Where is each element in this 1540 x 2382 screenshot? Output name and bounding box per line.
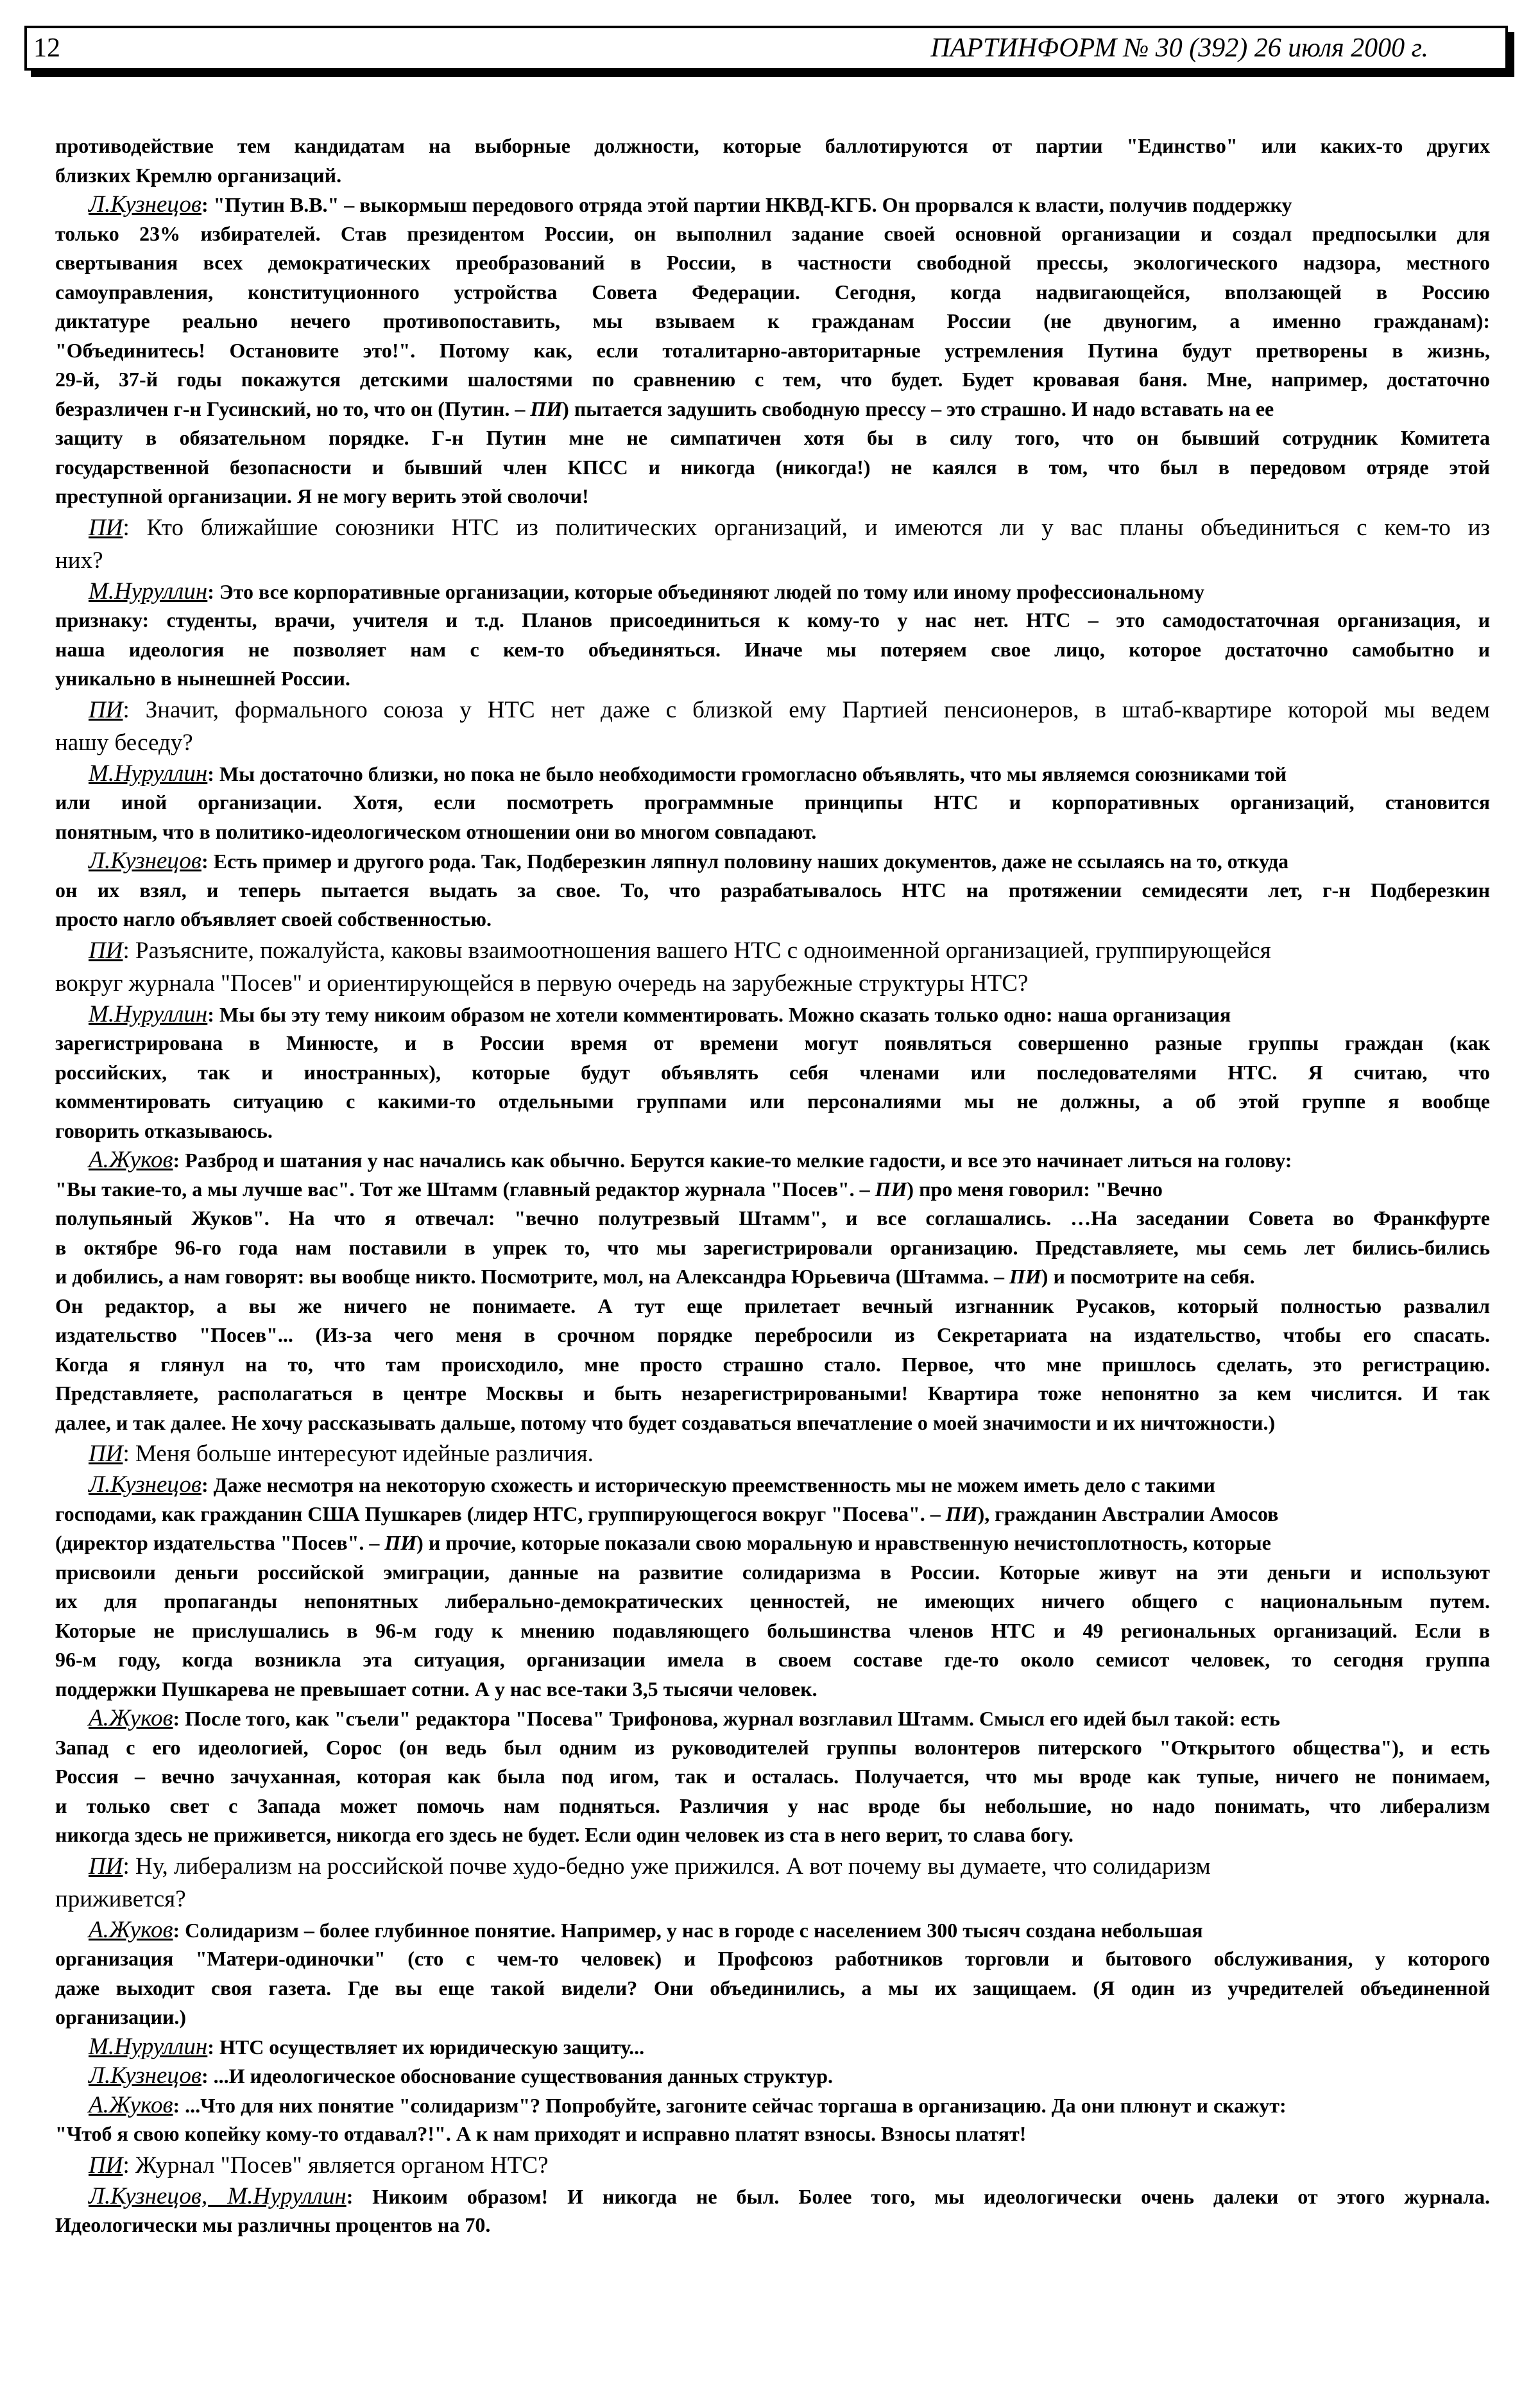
speaker-label: Л.Кузнецов [89, 2062, 201, 2089]
line-text: поддержки Пушкарева не превышает сотни. А у нас все-таки 3,5 тысячи человек. [55, 1677, 817, 1701]
line-text: Когда я глянул на то, что там происходило, мне просто страшно стало. Первое, что мне пришлось сделать, это регистрацию. [55, 1352, 1490, 1376]
line-text: противодействие тем кандидатам на выборные должности, которые баллотируются от партии "Единство" или каких-то других [55, 134, 1490, 157]
text-line [55, 1087, 1490, 1117]
question-paragraph [55, 1850, 1490, 1915]
text-line [55, 1409, 1490, 1438]
line-text: (директор издательства "Посев". – ПИ) и прочие, которые показали свою моральную и нравственную нечистоплотность, которые [55, 1531, 1271, 1554]
line-text: Идеологически мы различны процентов на 70. [55, 2213, 491, 2236]
line-text: "Путин В.В." – выкормыш передового отряда этой партии НКВД-КГБ. Он прорвался к власти, получив поддержку [213, 193, 1292, 216]
line-text: наша идеология не позволяет нам с кем-то объединяться. Иначе мы потеряем свое лицо, которое достаточно самобытно и [55, 637, 1490, 661]
text-line: Л.Кузнецов: ...И идеологическое обоснование существования данных структур. [89, 2062, 833, 2089]
text-line [55, 1821, 1490, 1850]
speaker-label: М.Нуруллин [88, 578, 208, 604]
line-text: господами, как гражданин США Пушкарев (лидер НТС, группирующегося вокруг "Посева". – ПИ), гражданин Австралии Амосов [55, 1502, 1279, 1525]
line-text: только 23% избирателей. Став президентом России, он выполнил задание своей основной организации и создал предпосылки для [55, 221, 1490, 245]
line-text: Меня больше интересуют идейные различия. [135, 1441, 594, 1467]
text-line [55, 905, 1490, 934]
line-text: присвоили деньги российской эмиграции, данные на развитие солидаризма в России. Которые живут на эти деньги и используют [55, 1560, 1490, 1584]
text-line [55, 1944, 1490, 1974]
line-text: он их взял, и теперь пытается выдать за свое. То, что разрабатывалось НТС на протяжении семидесяти лет, г-н Подберезкин [55, 878, 1490, 902]
text-line [55, 1350, 1490, 1380]
text-line: Л.Кузнецов, М.Нуруллин: Никоим образом! И никогда не был. Более того, мы идеологически очень далеки от этого журнала. [89, 2182, 1490, 2209]
line-text: близких Кремлю организаций. [55, 163, 342, 187]
speaker-label: А.Жуков [88, 1147, 173, 1173]
text-line: А.Жуков: После того, как "съели" редактора "Посева" Трифонова, журнал возглавил Штамм. Смысл его идей был такой: есть [88, 1705, 1280, 1731]
line-text: Мы достаточно близки, но пока не было необходимости громогласно объявлять, что мы являемся союзниками той [219, 762, 1287, 785]
speaker-label: ПИ [89, 1441, 123, 1467]
text-line [55, 1379, 1490, 1409]
text-line [55, 336, 1490, 366]
line-text: далее, и так далее. Не хочу рассказывать дальше, потому что будет создаваться впечатление о моей значимости и их ничтожности.) [55, 1410, 1276, 1434]
text-line [55, 132, 1490, 161]
answer-paragraph [55, 1145, 1490, 1437]
text-line [55, 544, 1490, 577]
text-line [55, 365, 1490, 395]
text-line [55, 1733, 1490, 1763]
text-line [55, 1204, 1490, 1233]
line-text: 96-м году, когда возникла эта ситуация, организации имела в своем составе где-то около семисот человек, то сегодня группа [55, 1648, 1490, 1671]
text-line: Л.Кузнецов: Даже несмотря на некоторую схожесть и историческую преемственность мы не можем иметь дело с такими [88, 1471, 1215, 1498]
line-text: российских, так и иностранных), которые будут объявлять себя членами или последователями НТС. Я считаю, что [55, 1060, 1490, 1084]
line-text: Запад с его идеологией, Сорос (он ведь был одним из руководителей группы волонтеров питерского "Открытого общества"), и есть [55, 1735, 1490, 1759]
speaker-label: ПИ [89, 514, 123, 541]
text-line [55, 307, 1490, 336]
editor-mark: ПИ [875, 1177, 907, 1201]
text-line: А.Жуков: Разброд и шатания у нас начались как обычно. Берутся какие-то мелкие гадости, и все это начинает литься на голову: [88, 1147, 1292, 1173]
speaker-label: ПИ [88, 1853, 123, 1880]
text-line: ПИ: Кто ближайшие союзники НТС из политических организаций, и имеются ли у вас планы объединиться с кем-то из [89, 514, 1490, 541]
text-line [55, 1117, 1490, 1146]
answer-paragraph [55, 2032, 1490, 2062]
question-paragraph [55, 934, 1490, 1000]
answer-paragraph [55, 190, 1490, 511]
text-line [55, 606, 1490, 635]
line-text: в октябре 96-го года нам поставили в упрек то, что мы зарегистрировали организацию. Представляете, мы семь лет бились-бились [55, 1235, 1490, 1259]
text-line [55, 2003, 1490, 2032]
speaker-label: А.Жуков [88, 2091, 173, 2118]
answer-paragraph [55, 577, 1490, 694]
text-line: М.Нуруллин: Мы достаточно близки, но пока не было необходимости громогласно объявлять, что мы являемся союзниками той [88, 760, 1287, 787]
text-line [55, 1233, 1490, 1263]
text-line [55, 278, 1490, 307]
line-text: говорить отказываюсь. [55, 1118, 273, 1142]
text-line [55, 2211, 1490, 2240]
text-line [55, 1974, 1490, 2003]
text-line: М.Нуруллин: Это все корпоративные организации, которые объединяют людей по тому или иному профессиональному [88, 578, 1204, 604]
line-text: НТС осуществляет их юридическую защиту... [219, 2035, 645, 2059]
text-line [55, 424, 1490, 453]
speaker-label: Л.Кузнецов [88, 191, 201, 218]
line-text: издательство "Посев"... (Из-за чего меня в срочном порядке перебросили из Секретариата на издательство, чтобы его спасать. [55, 1323, 1490, 1346]
line-text: даже выходит своя газета. Где вы еще такой видели? Они объединились, а мы их защищаем. (Я один из учредителей объединенной [55, 1976, 1490, 2000]
line-text: Ну, либерализм на российской почве худо-бедно уже прижился. А вот почему вы думаете, что солидаризм [135, 1853, 1211, 1880]
text-line [55, 1645, 1490, 1675]
text-line [55, 161, 1490, 191]
line-text: защиту в обязательном порядке. Г-н Путин мне не симпатичен хотя бы в силу того, что он бывший сотрудник Комитета [55, 426, 1490, 449]
line-text: "Чтоб я свою копейку кому-то отдавал?!". А к нам приходят и исправно платят взносы. Взносы платят! [55, 2122, 1027, 2145]
line-text: После того, как "съели" редактора "Посева" Трифонова, журнал возглавил Штамм. Смысл его идей был такой: есть [185, 1707, 1280, 1730]
text-line [55, 1500, 1490, 1529]
text-line [55, 1292, 1490, 1321]
text-line [55, 1883, 1490, 1915]
text-line: А.Жуков: ...Что для них понятие "солидаризм"? Попробуйте, загоните сейчас торгаша в организацию. Да они плюнут и скажут: [88, 2091, 1287, 2118]
line-text: признаку: студенты, врачи, учителя и т.д. Планов присоединиться к кому-то у нас нет. НТС – это самодостаточная организация, и [55, 608, 1490, 631]
text-line [55, 248, 1490, 278]
text-line [55, 1262, 1490, 1292]
text-line: ПИ: Ну, либерализм на российской почве худо-бедно уже прижился. А вот почему вы думаете, что солидаризм [88, 1853, 1211, 1880]
text-line [55, 1529, 1490, 1558]
line-text: никогда здесь не приживется, никогда его здесь не будет. Если один человек из ста в него верит, то слава богу. [55, 1823, 1074, 1846]
line-text: Никоим образом! И никогда не был. Более того, мы идеологически очень далеки от этого журнала. [372, 2184, 1490, 2208]
speaker-label: ПИ [89, 696, 123, 723]
line-text: свертывания всех демократических преобразований в России, в частности свободной прессы, экологического надзора, местного [55, 251, 1490, 274]
text-line [55, 2120, 1490, 2149]
text-line: ПИ: Значит, формального союза у НТС нет даже с близкой ему Партией пенсионеров, в штаб-квартире которой мы ведем [89, 696, 1490, 723]
line-text: Есть пример и другого рода. Так, Подберезкин ляпнул половину наших документов, даже не ссылаясь на то, откуда [213, 850, 1289, 873]
line-text: ...Что для них понятие "солидаризм"? Попробуйте, загоните сейчас торгаша в организацию. Да они плюнут и скажут: [185, 2093, 1287, 2117]
line-text: и только свет с Запада может помочь нам подняться. Различия у нас вроде бы небольшие, но надо понимать, что либерализм [55, 1794, 1490, 1817]
text-line [55, 1029, 1490, 1058]
text-line [55, 1058, 1490, 1088]
line-text: Даже несмотря на некоторую схожесть и историческую преемственность мы не можем иметь дело с такими [213, 1473, 1215, 1496]
text-line: Л.Кузнецов: Есть пример и другого рода. Так, Подберезкин ляпнул половину наших документов, даже не ссылаясь на то, откуда [88, 848, 1289, 874]
line-text: безразличен г-н Гусинский, но то, что он (Путин. – ПИ) пытается задушить свободную прессу – это страшно. И надо вставать на ее [55, 397, 1274, 420]
editor-mark: ПИ [384, 1531, 417, 1554]
text-line [55, 788, 1490, 818]
answer-paragraph [55, 2182, 1490, 2240]
line-text: или иной организации. Хотя, если посмотреть программные принципы НТС и корпоративных организаций, становится [55, 791, 1490, 814]
line-text: диктатуре реально нечего противопоставить, мы взываем к гражданам России (не двуногим, а именно гражданам): [55, 309, 1490, 332]
line-text: Это все корпоративные организации, которые объединяют людей по тому или иному профессиональному [219, 579, 1204, 603]
line-text: Россия – вечно зачуханная, которая как была под игом, так и осталась. Получается, что мы вроде как тупые, ничего не понимаем, [55, 1765, 1490, 1788]
line-text: "Объединитесь! Остановите это!". Потому как, если тоталитарно-авторитарные устремления Путина будут претворены в жизнь, [55, 338, 1490, 362]
line-text: вокруг журнала "Посев" и ориентирующейся в первую очередь на зарубежные структуры НТС? [55, 970, 1029, 997]
text-line [55, 1792, 1490, 1821]
answer-paragraph [55, 759, 1490, 847]
line-text: Журнал "Посев" является органом НТС? [135, 2152, 549, 2179]
speaker-label: М.Нуруллин [89, 2033, 208, 2060]
line-text: Значит, формального союза у НТС нет даже с близкой ему Партией пенсионеров, в штаб-квартире которой мы ведем [145, 696, 1490, 723]
speaker-label: А.Жуков [88, 1705, 173, 1731]
text-line [55, 635, 1490, 665]
line-text: преступной организации. Я не могу верить этой сволочи! [55, 484, 589, 508]
text-line [55, 818, 1490, 847]
text-line [55, 1558, 1490, 1588]
line-text: Представляете, располагаться в центре Москвы и быть незарегистрироваными! Квартира тоже непонятно за кем числится. И так [55, 1382, 1490, 1405]
text-line [55, 1762, 1490, 1792]
text-line [55, 1675, 1490, 1704]
text-line: А.Жуков: Солидаризм – более глубинное понятие. Например, у нас в городе с населением 300 тысяч создана небольшая [88, 1916, 1203, 1943]
line-text: государственной безопасности и бывший член КПСС и никогда (никогда!) не каялся в том, что был в передовом отряде этой [55, 455, 1490, 479]
text-line [55, 453, 1490, 483]
line-text: приживется? [55, 1885, 186, 1912]
answer-paragraph [55, 2061, 1490, 2091]
editor-mark: ПИ [1009, 1265, 1041, 1288]
text-line: ПИ: Разъясните, пожалуйста, каковы взаимоотношения вашего НТС с одноименной организацией, группирующейся [88, 937, 1271, 964]
interview-text [55, 132, 1490, 2240]
line-text: Мы бы эту тему никоим образом не хотели комментировать. Можно сказать только одно: наша организация [219, 1002, 1231, 1026]
text-line [55, 219, 1490, 249]
line-text: Разъясните, пожалуйста, каковы взаимоотношения вашего НТС с одноименной организацией, группирующейся [135, 937, 1271, 964]
line-text: просто нагло объявляет своей собственностью. [55, 907, 492, 930]
text-line [55, 395, 1490, 424]
page-number: 12 [33, 33, 60, 63]
answer-paragraph [55, 1470, 1490, 1704]
line-text: организации.) [55, 2005, 187, 2028]
answer-paragraph [55, 1000, 1490, 1146]
line-text: них? [55, 547, 103, 574]
line-text: "Вы такие-то, а мы лучше вас". Тот же Штамм (главный редактор журнала "Посев". – ПИ) про меня говорил: "Вечно [55, 1177, 1163, 1201]
speaker-label: ПИ [89, 2152, 123, 2179]
text-line: ПИ: Меня больше интересуют идейные различия. [89, 1441, 594, 1467]
line-text: понятным, что в политико-идеологическом отношении они во многом совпадают. [55, 819, 817, 843]
line-text: 29-й, 37-й годы покажутся детскими шалостями по сравнению с тем, что будет. Будет кровавая баня. Мне, например, достаточно [55, 368, 1490, 391]
text-line [55, 1175, 1490, 1204]
answer-paragraph [55, 846, 1490, 934]
line-text: Он редактор, а вы же ничего не понимаете. А тут еще прилетает вечный изгнанник Русаков, который полностью развалил [55, 1294, 1490, 1317]
line-text: ...И идеологическое обоснование существования данных структур. [213, 2064, 833, 2087]
text-line [55, 967, 1490, 1000]
line-text: Солидаризм – более глубинное понятие. Например, у нас в городе с населением 300 тысяч создана небольшая [185, 1918, 1203, 1942]
question-paragraph [55, 2149, 1490, 2182]
editor-mark: ПИ [530, 397, 563, 420]
line-text: полупьяный Жуков". На что я отвечал: "вечно полутрезвый Штамм", и все соглашались. …На заседании Совета во Франкфурте [55, 1206, 1490, 1230]
text-line [55, 1321, 1490, 1350]
line-text: уникально в нынешней России. [55, 667, 350, 690]
text-line [55, 726, 1490, 759]
text-line: М.Нуруллин: НТС осуществляет их юридическую защиту... [89, 2033, 645, 2060]
page-header [24, 26, 1508, 71]
speaker-label: М.Нуруллин [88, 1000, 208, 1027]
text-line [55, 1616, 1490, 1646]
line-text: комментировать ситуацию с какими-то отдельными группами или персоналиями мы не должны, а об этой группе я вообще [55, 1090, 1490, 1113]
editor-mark: ПИ [945, 1502, 978, 1525]
answer-paragraph [55, 132, 1490, 190]
publication-title: ПАРТИНФОРМ № 30 (392) 26 июля 2000 г. [930, 33, 1428, 63]
line-text: организация "Матери-одиночки" (сто с чем-то человек) и Профсоюз работников торговли и бытового обслуживания, у которого [55, 1947, 1490, 1970]
line-text: и добились, а нам говорят: вы вообще никто. Посмотрите, мол, на Александра Юрьевича (Штамма. – ПИ) и посмотрите на себя. [55, 1265, 1255, 1288]
answer-paragraph [55, 1704, 1490, 1850]
text-line: М.Нуруллин: Мы бы эту тему никоим образом не хотели комментировать. Можно сказать только одно: наша организация [88, 1000, 1231, 1027]
question-paragraph [55, 1437, 1490, 1470]
line-text: их для пропаганды непонятных либерально-демократических ценностей, не имеющих ничего общего с национальным путем. [55, 1589, 1490, 1613]
speaker-label: М.Нуруллин [88, 760, 208, 787]
question-paragraph [55, 694, 1490, 759]
speaker-label: ПИ [88, 937, 123, 964]
line-text: Кто ближайшие союзники НТС из политических организаций, и имеются ли у вас планы объединиться с кем-то из [146, 514, 1490, 541]
speaker-label: Л.Кузнецов, М.Нуруллин [89, 2182, 346, 2209]
text-line [55, 482, 1490, 511]
line-text: самоуправления, конституционного устройства Совета Федерации. Сегодня, когда надвигающейся, вползающей в Россию [55, 280, 1490, 304]
text-line: Л.Кузнецов: "Путин В.В." – выкормыш передового отряда этой партии НКВД-КГБ. Он прорвался к власти, получив поддержку [88, 191, 1292, 218]
speaker-label: Л.Кузнецов [88, 1471, 201, 1498]
answer-paragraph [55, 1915, 1490, 2032]
text-line [55, 1587, 1490, 1616]
text-line [55, 876, 1490, 905]
line-text: Разброд и шатания у нас начались как обычно. Берутся какие-то мелкие гадости, и все это начинает литься на голову: [185, 1149, 1292, 1172]
line-text: нашу беседу? [55, 729, 193, 756]
text-line: ПИ: Журнал "Посев" является органом НТС? [89, 2152, 549, 2179]
speaker-label: А.Жуков [88, 1916, 173, 1943]
answer-paragraph [55, 2091, 1490, 2149]
question-paragraph [55, 511, 1490, 577]
line-text: Которые не прислушались в 96-м году к мнению подавляющего большинства членов НТС и 49 региональных организаций. Если в [55, 1618, 1490, 1642]
speaker-label: Л.Кузнецов [88, 848, 201, 874]
text-line [55, 664, 1490, 694]
line-text: зарегистрирована в Минюсте, и в России время от времени могут появляться совершенно разные группы граждан (как [55, 1031, 1490, 1054]
